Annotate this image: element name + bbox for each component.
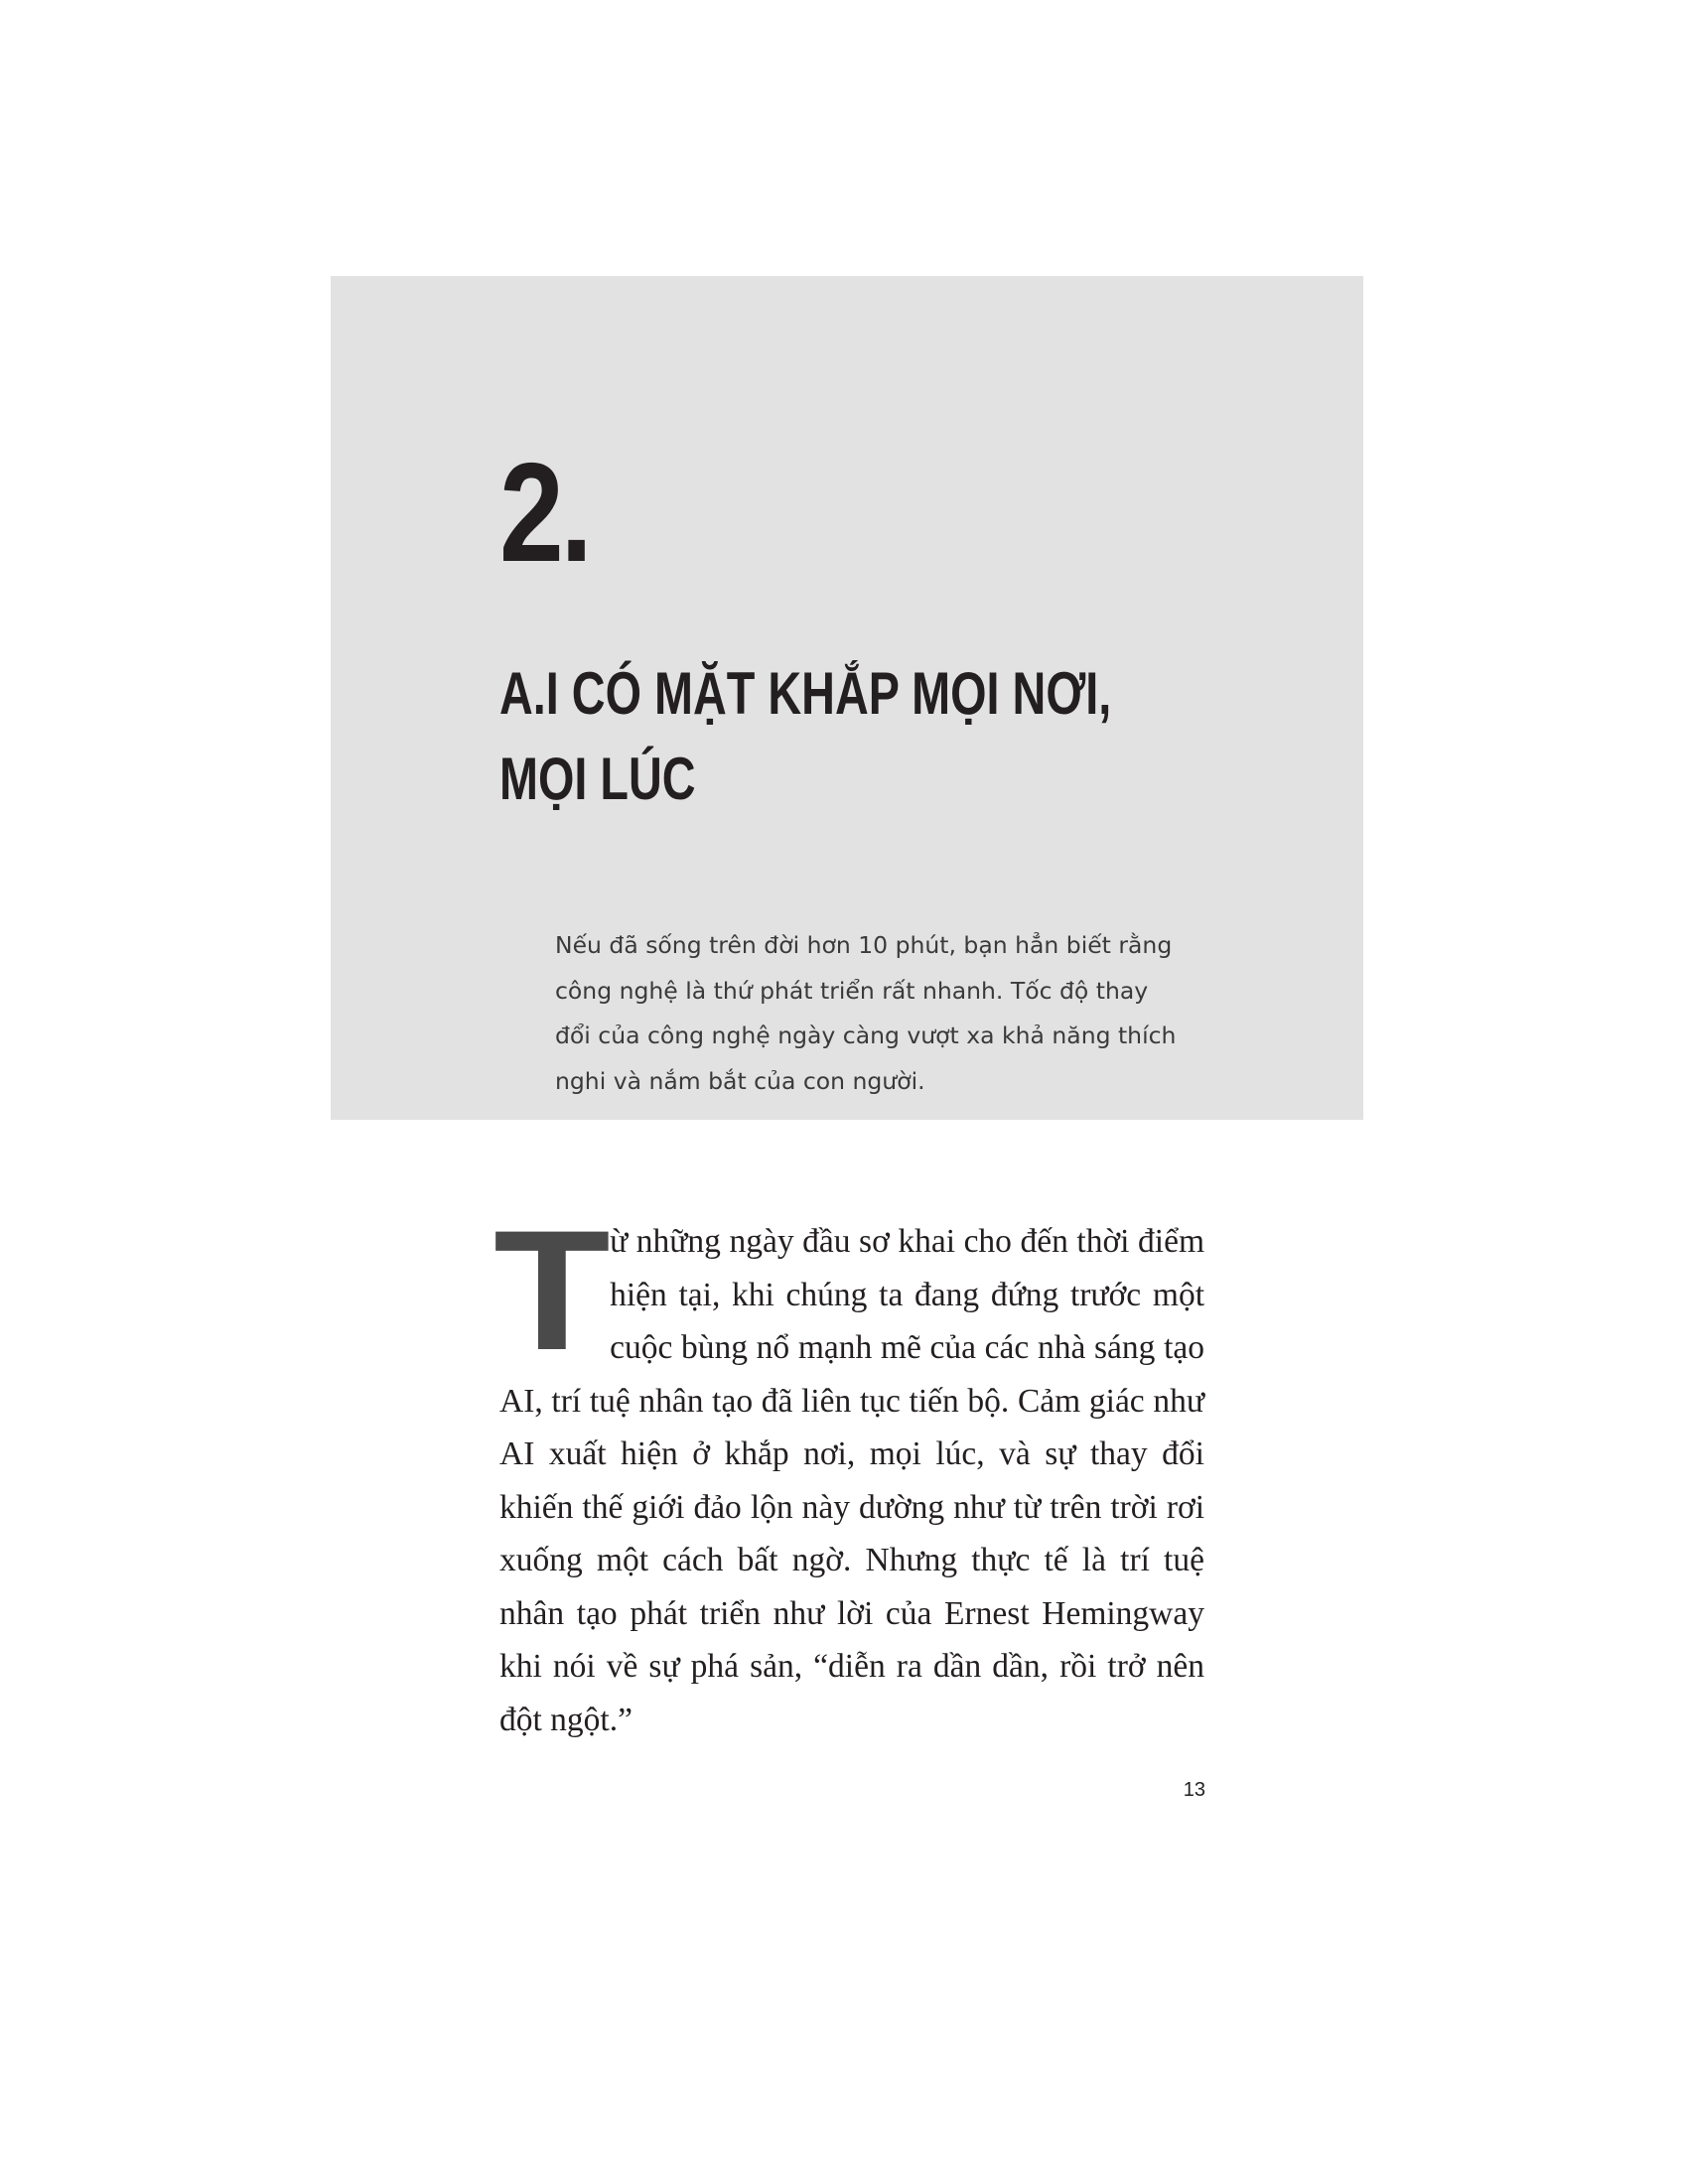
chapter-title — [499, 651, 1111, 822]
page-number: 13 — [1183, 1779, 1205, 1801]
chapter-number: 2. — [499, 434, 590, 592]
drop-cap: T — [493, 1195, 611, 1386]
body-paragraph — [493, 1195, 1204, 1746]
chapter-title-line-2: MỌI LÚC — [499, 746, 696, 812]
chapter-title-line-1: A.I CÓ MẶT KHẮP MỌI NƠI, — [499, 660, 1112, 727]
chapter-header-box — [331, 276, 1363, 1120]
body-text: ừ những ngày đầu sơ khai cho đến thời điểm hiện tại, khi chúng ta đang đứng trước một cuộc bùng nổ mạnh mẽ của các nhà sáng tạo AI, trí tuệ nhân tạo đã liên tục tiến bộ. Cảm giác như AI xuất hiện ở khắp nơi, mọi lúc, và sự thay đổi khiến thế giới đảo lộn này dường như từ trên trời rơi xuống một cách bất ngờ. Nhưng thực tế là trí tuệ nhân tạo phát triển như lời của Ernest Hemingway khi nói về sự phá sản, “diễn ra dần dần, rồi trở nên đột ngột.” — [499, 1223, 1204, 1738]
chapter-intro: Nếu đã sống trên đời hơn 10 phút, bạn hẳn biết rằng công nghệ là thứ phát triển rất nhanh. Tốc độ thay đổi của công nghệ ngày càng vượt xa khả năng thích nghi và nắm bắt của con người. — [555, 931, 1177, 1095]
